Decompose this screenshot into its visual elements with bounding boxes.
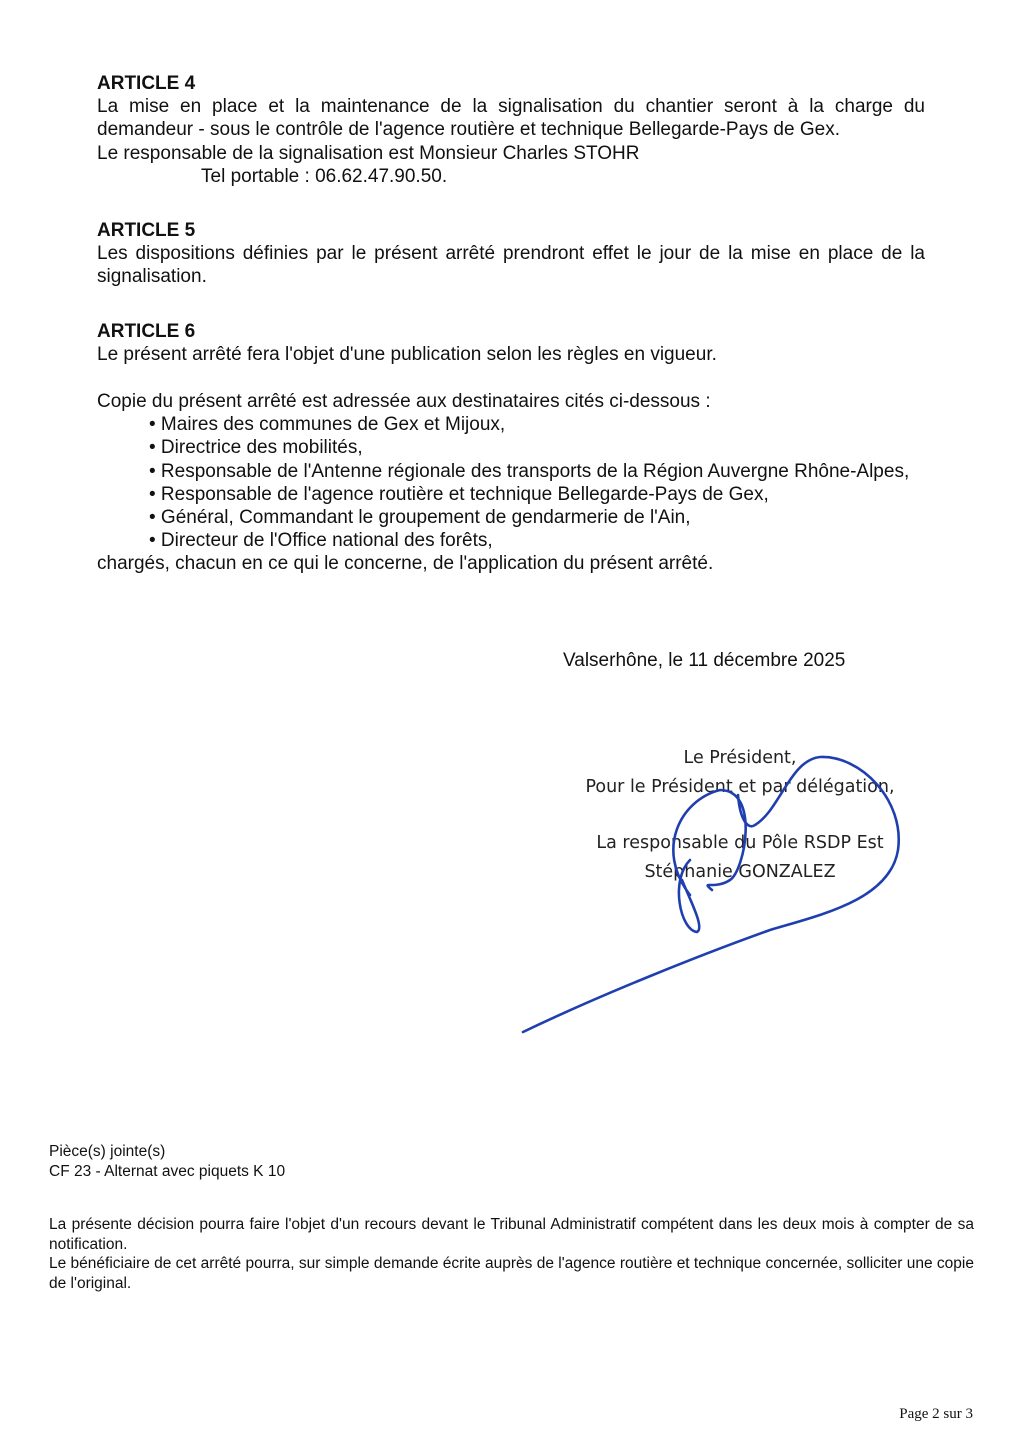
signature-title: Le Président, xyxy=(683,748,797,768)
article-4-responsible: Le responsable de la signalisation est Monsieur Charles STOHR xyxy=(97,142,640,164)
recipient-item: • Responsable de l'Antenne régionale des transports de la Région Auvergne Rhône-Alpes, xyxy=(149,460,910,482)
copies-intro: Copie du présent arrêté est adressée aux destinataires cités ci-dessous : xyxy=(97,391,711,412)
recipient-item: • Directrice des mobilités, xyxy=(149,437,363,459)
article-4-phone: Tel portable : 06.62.47.90.50. xyxy=(201,165,448,187)
attachments xyxy=(49,1142,974,1181)
recipient-item: • Responsable de l'agence routière et technique Bellegarde-Pays de Gex, xyxy=(149,483,769,505)
legal-copy: Le bénéficiaire de cet arrêté pourra, sur simple demande écrite auprès de l'agence routière et technique concernée, solliciter une copie de l'original. xyxy=(49,1255,974,1292)
article-4-title: ARTICLE 4 xyxy=(97,73,196,94)
article-5-text: Les dispositions définies par le présent arrêté prendront effet le jour de la mise en place de la signalisation. xyxy=(97,243,925,288)
signature-name: Stéphanie GONZALEZ xyxy=(644,862,836,882)
place-date: Valserhône, le 11 décembre 2025 xyxy=(563,650,846,671)
legal-notice xyxy=(49,1215,974,1293)
article-4-text: La mise en place et la maintenance de la signalisation du chantier seront à la charge du demandeur - sous le contrôle de l'agence routière et technique Bellegarde-Pays de Gex. xyxy=(97,96,925,141)
attachment-item: CF 23 - Alternat avec piquets K 10 xyxy=(49,1162,286,1180)
signature-delegation: Pour le Président et par délégation, xyxy=(585,777,895,797)
page-number: Page 2 sur 3 xyxy=(899,1406,973,1422)
article-6-title: ARTICLE 6 xyxy=(97,321,196,342)
attachments-label: Pièce(s) jointe(s) xyxy=(49,1143,166,1160)
recipient-item: • Maires des communes de Gex et Mijoux, xyxy=(149,414,506,436)
article-6-text: Le présent arrêté fera l'objet d'une publication selon les règles en vigueur. xyxy=(97,344,717,366)
recipient-item: • Général, Commandant le groupement de gendarmerie de l'Ain, xyxy=(149,507,691,529)
signature-role: La responsable du Pôle RSDP Est xyxy=(596,833,884,853)
article-5-title: ARTICLE 5 xyxy=(97,220,196,241)
copies-closing: chargés, chacun en ce qui le concerne, de l'application du présent arrêté. xyxy=(97,553,714,575)
legal-appeal: La présente décision pourra faire l'objet d'un recours devant le Tribunal Administratif compétent dans les deux mois à compter de sa notification. xyxy=(49,1216,974,1253)
recipient-item: • Directeur de l'Office national des forêts, xyxy=(149,530,493,552)
